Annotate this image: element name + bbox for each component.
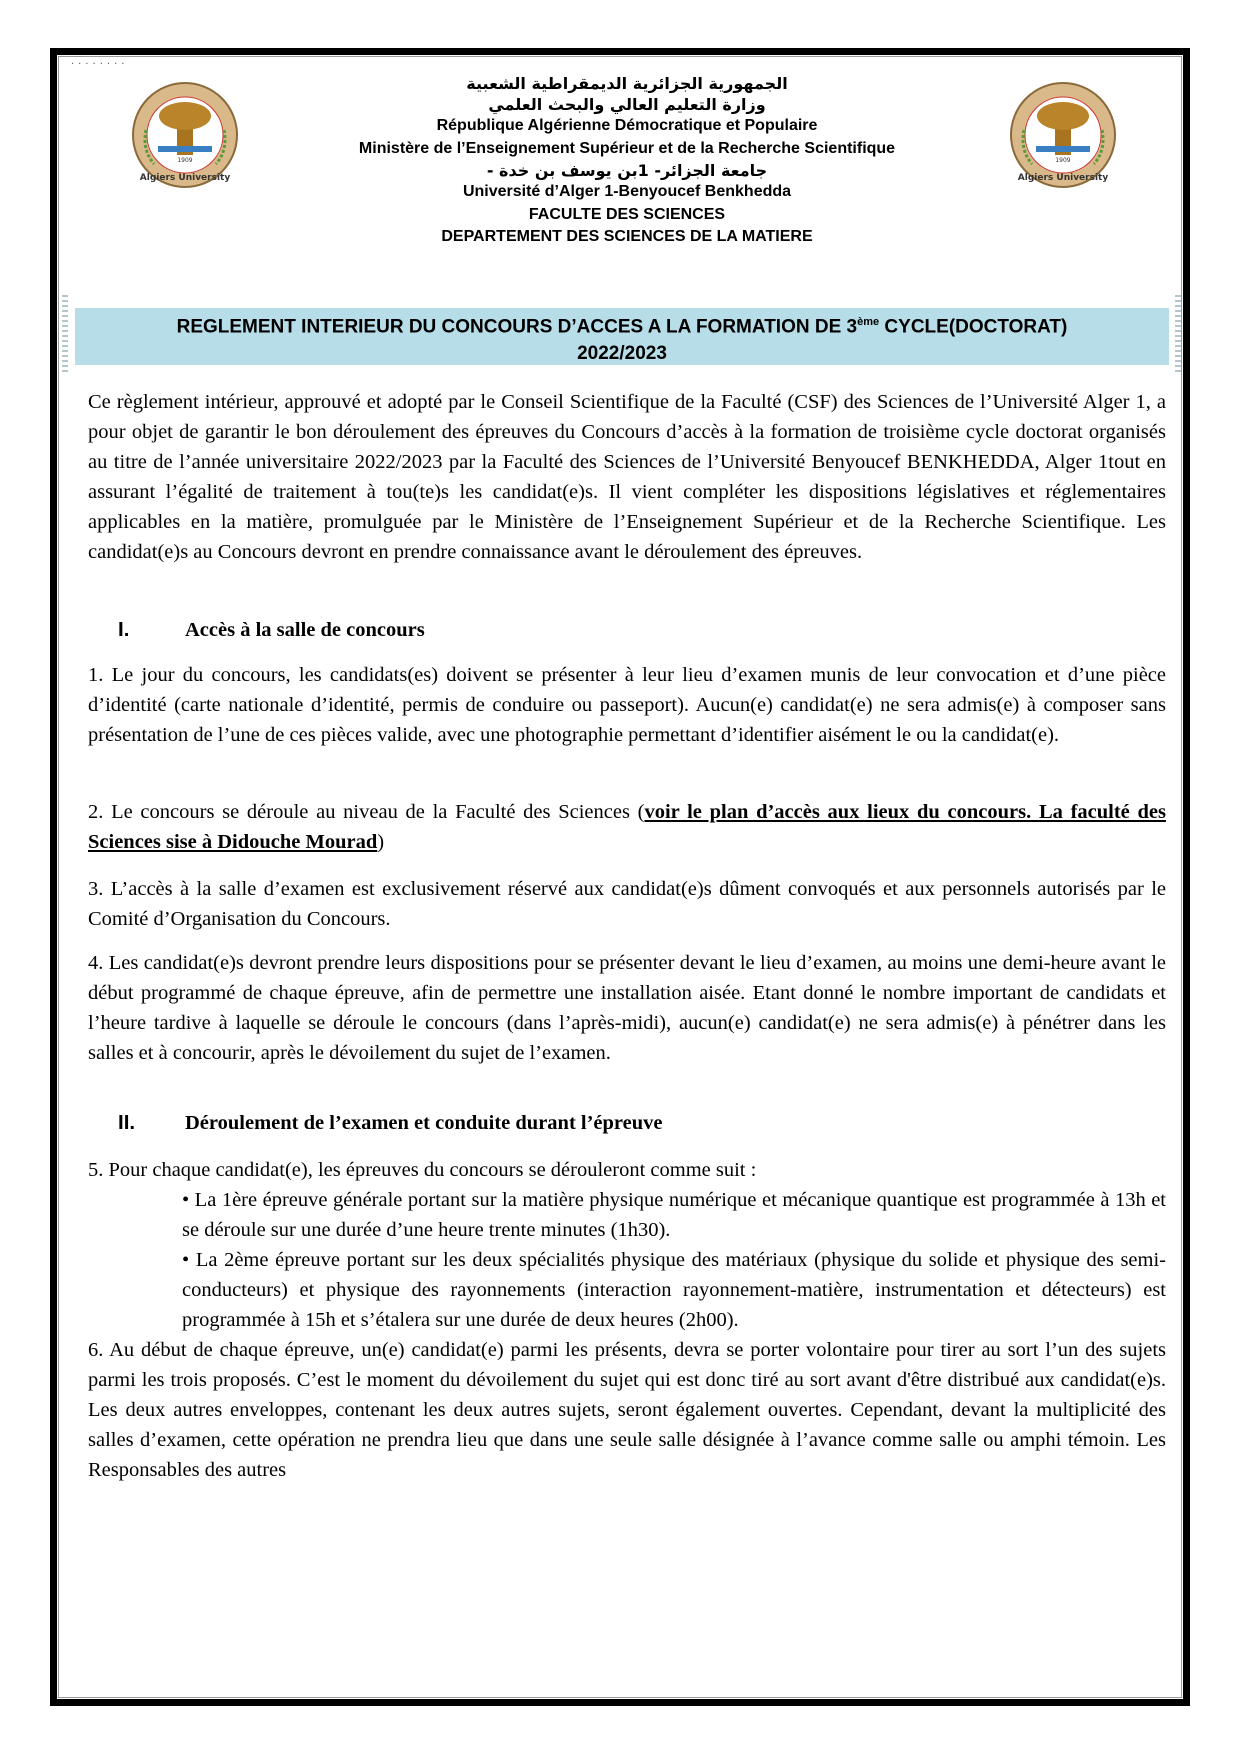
section-heading-1: I. Accès à la salle de concours xyxy=(118,618,425,641)
page-frame xyxy=(50,48,1190,1706)
university-logo-icon xyxy=(130,80,240,190)
document-header xyxy=(257,73,997,249)
exam-schedule-list xyxy=(88,1185,1166,1335)
header-department: DEPARTEMENT DES SCIENCES DE LA MATIERE xyxy=(441,228,813,245)
list-item: • La 1ère épreuve générale portant sur la matière physique numérique et mécanique quantique est programmée à 13h et se déroule sur une durée d’une heure trente minutes (1h30). xyxy=(182,1189,1166,1241)
text-box-handle xyxy=(1175,295,1181,375)
university-logo-icon xyxy=(1008,80,1118,190)
dotted-marker: ········ xyxy=(71,59,129,70)
list-item: • La 2ème épreuve portant sur les deux spécialités physique des matériaux (physique du solide et physique des semi-conducteurs) et physique des rayonnements (interaction rayonnement-matière, instrumentation et détecteurs) est programmée à 15h et s’étalera sur une durée de deux heures (2h00). xyxy=(182,1249,1166,1331)
article-6: 6. Au début de chaque épreuve, un(e) candidat(e) parmi les présents, devra se porter volontaire pour tirer au sort l’un des sujets parmi les trois proposés. C’est le moment du dévoilement du sujet qui est donc tiré au sort avant d'être distribué aux candidat(e)s. Les deux autres enveloppes, contenant les deux autres sujets, seront également ouvertes. Cependant, devant la multiplicité des salles d’examen, cette opération ne prendra lieu que dans une seule salle désignée à l’avance comme salle ou amphi témoin. Les Responsables des autres xyxy=(88,1339,1166,1481)
svg-text:Algiers University: Algiers University xyxy=(1017,173,1109,183)
article-3: 3. L’accès à la salle d’examen est exclusivement réservé aux candidat(e)s dûment convoqués et aux personnels autorisés par le Comité d’Organisation du Concours. xyxy=(88,878,1166,930)
header-arabic-ministry: وزارة التعليم العالي والبحث العلمي xyxy=(488,95,766,114)
header-ministry: Ministère de l’Enseignement Supérieur et de la Recherche Scientifique xyxy=(358,139,896,157)
header-arabic-university: جامعة الجزائر- 1بن يوسف بن خدة - xyxy=(486,161,768,180)
header-university: Université d’Alger 1-Benyoucef Benkhedda xyxy=(462,183,792,200)
document-year: 2022/2023 xyxy=(577,343,667,365)
article-1: 1. Le jour du concours, les candidats(es) doivent se présenter à leur lieu d’examen munis de leur convocation et d’une pièce d’identité (carte nationale d’identité, permis de conduire ou passeport). Aucun(e) candidat(e) ne sera admis(e) à composer sans présentation de l’une de ces pièces valide, avec une photographie permettant d’identifier aisément le ou la candidat(e). xyxy=(88,664,1166,746)
header-faculty: FACULTE DES SCIENCES xyxy=(528,205,726,223)
svg-text:1909: 1909 xyxy=(177,157,193,164)
document-title: REGLEMENT INTERIEUR DU CONCOURS D’ACCES A LA FORMATION DE 3ème CYCLE(DOCTORAT) xyxy=(176,316,1068,338)
svg-text:Algiers University: Algiers University xyxy=(139,173,231,183)
header-republic: République Algérienne Démocratique et Populaire xyxy=(436,117,818,134)
article-4: 4. Les candidat(e)s devront prendre leurs dispositions pour se présenter devant le lieu d’examen, au moins une demi-heure avant le début programmé de chaque épreuve, afin de permettre une installation aisée. Etant donné le nombre important de candidats et l’heure tardive à laquelle se déroule le concours (dans l’après-midi), aucun(e) candidat(e) ne sera admis(e) à pénétrer dans les salles et à concourir, après le dévoilement du sujet de l’examen. xyxy=(88,952,1166,1064)
svg-text:1909: 1909 xyxy=(1055,157,1071,164)
document-title-band xyxy=(75,308,1169,365)
article-5: 5. Pour chaque candidat(e), les épreuves du concours se dérouleront comme suit : • La 1ère épreuve générale portant sur la matière physique numérique et mécanique quantique est programmée à 13h et se déroule sur une durée d’une heure trente minutes (1h30). • La 2ème épreuve portant sur les deux spécialités physique des matériaux (physique du solide et physique des semi-conducteurs) et physique des rayonnements (interaction rayonnement-matière, instrumentation et détecteurs) est programmée à 15h et s’étalera sur une durée de deux heures (2h00). xyxy=(88,1155,1166,1335)
text-box-handle xyxy=(62,295,68,375)
access-plan-link[interactable]: voir le plan d’accès aux lieux du concours. La faculté des Sciences sise à Didouche Mourad xyxy=(88,801,1166,853)
article-2: 2. Le concours se déroule au niveau de la Faculté des Sciences (voir le plan d’accès aux lieux du concours. La faculté des Sciences sise à Didouche Mourad) xyxy=(88,801,1166,853)
intro-paragraph: Ce règlement intérieur, approuvé et adopté par le Conseil Scientifique de la Faculté (CSF) des Sciences de l’Université Alger 1, a pour objet de garantir le bon déroulement des épreuves du Concours d’accès à la formation de troisième cycle doctorat organisés au titre de l’année universitaire 2022/2023 par la Faculté des Sciences de l’Université Benyoucef BENKHEDDA, Alger 1tout en assurant l’égalité de traitement à tou(te)s les candidat(e)s. Il vient compléter les dispositions législatives et réglementaires applicables en la matière, promulguée par le Ministère de l’Enseignement Supérieur et de la Recherche Scientifique. Les candidat(e)s au Concours devront en prendre connaissance avant le déroulement des épreuves. xyxy=(88,391,1166,563)
section-heading-2: II. Déroulement de l’examen et conduite durant l’épreuve xyxy=(118,1111,663,1134)
header-arabic-republic: الجمهورية الجزائرية الديمقراطية الشعبية xyxy=(466,74,788,93)
